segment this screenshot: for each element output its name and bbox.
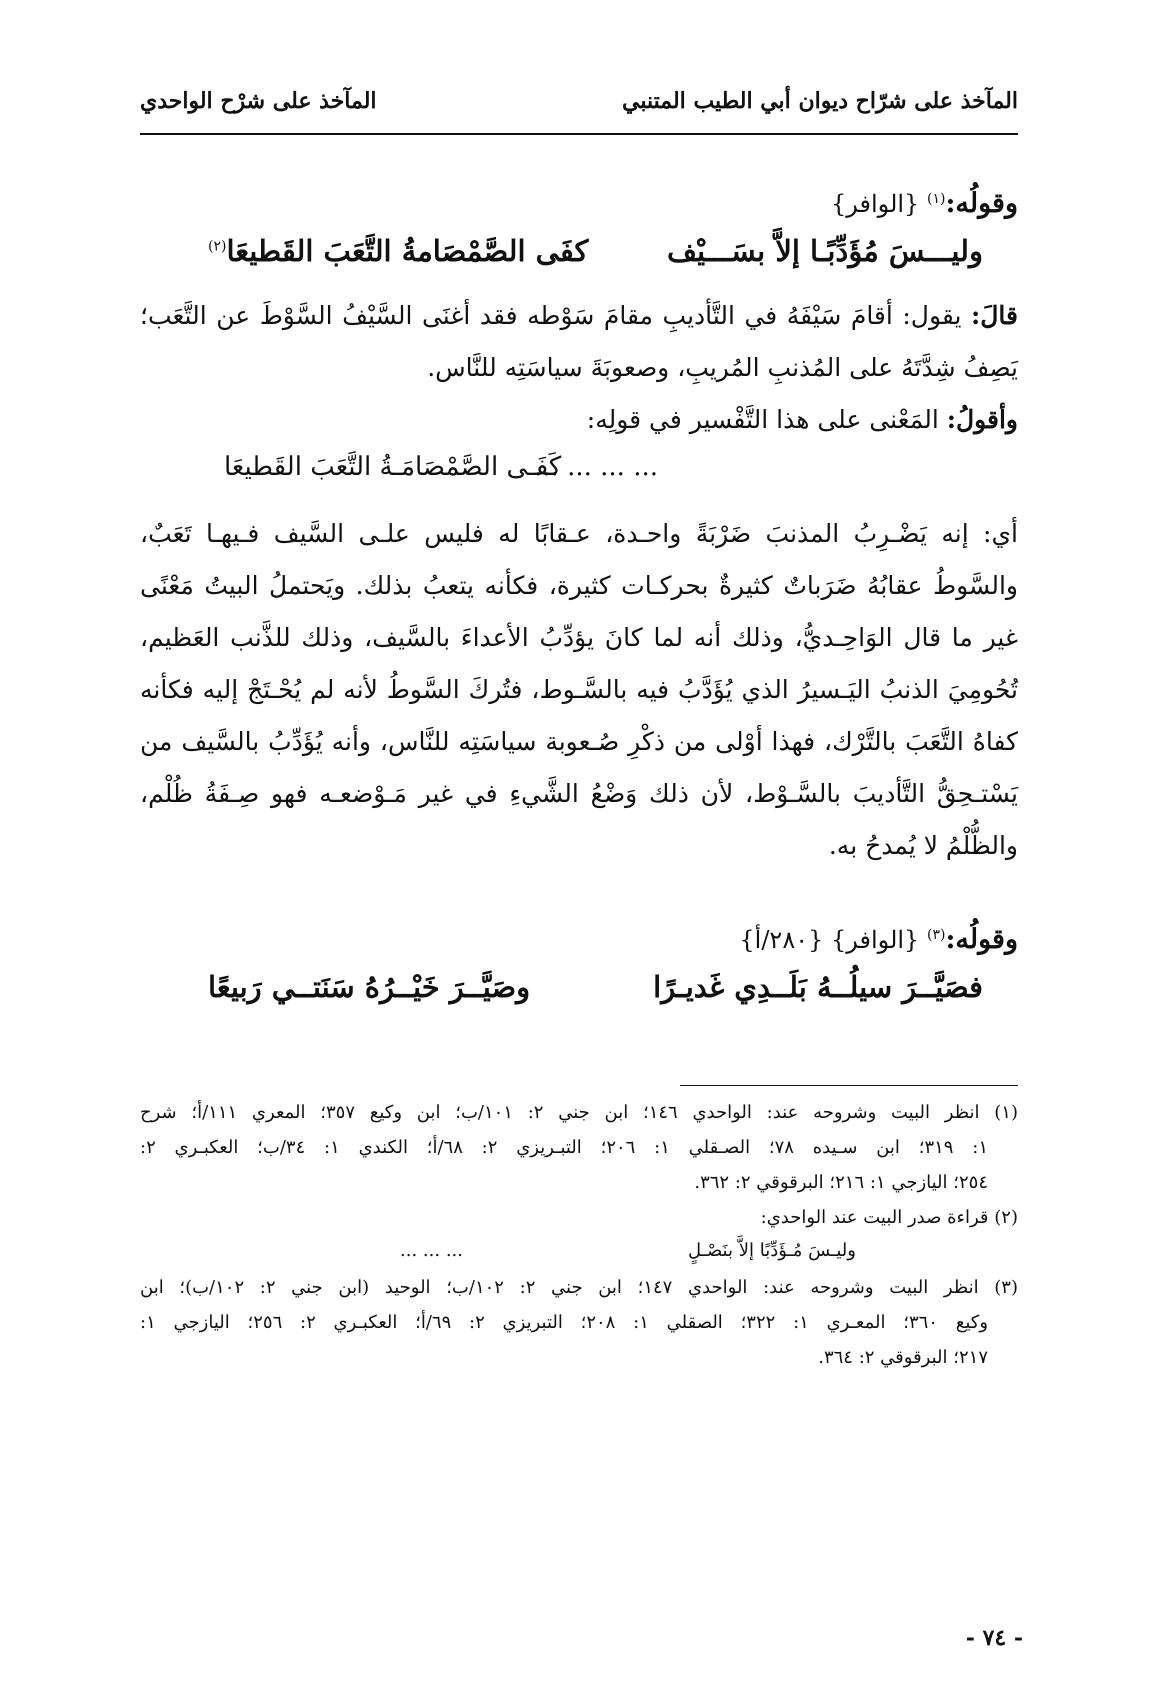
section-gap	[140, 872, 1018, 916]
footnote-ref: (٢)	[208, 238, 227, 255]
quoted-hemistich	[140, 446, 1018, 508]
intro-lead: وقولُه:	[945, 924, 1018, 955]
footnote-line: (٢) قراءة صدر البيت عند الواحدي:	[760, 1207, 1018, 1228]
verse-first-hemistich: وليـــسَ مُؤَدِّبًـا إلاَّ بسَـــيْف	[667, 234, 983, 268]
paragraph-lead: وأقولُ:	[946, 405, 1018, 434]
paragraph-line: والظُّلْمُ لا يُمدحُ به.	[828, 831, 1018, 860]
paragraph-line: يَصِفُ شِدَّتَهُ على المُذنبِ المُريبِ، وصعوبَةَ سياسَتِه للنَّاس.	[427, 353, 1018, 382]
footnote-verse-hemistich: وليـسَ مُـؤَدِّبًا إلاَّ بنَصْـلٍ	[688, 1240, 856, 1261]
footnote-verse-ellipsis: ... ... ...	[400, 1240, 463, 1261]
paragraph-text: يقول: أقامَ سَيْفَهُ في التَّأديبِ مقامَ سَوْطه فقد أغنَى السَّيْفُ السَّوْطَ عن التَّعَب؛	[140, 301, 962, 330]
paragraph-line: غير ما قال الوَاحِـديُّ، وذلك أنه لما كانَ يؤدِّبُ الأعداءَ بالسَّيف، وذلك للذَّنب العَظيم،	[140, 623, 1018, 652]
chapter-title: المآخذ على شرْح الواحدي	[140, 88, 377, 114]
entry2-verse	[140, 964, 1018, 1026]
footnotes	[140, 1095, 1018, 1375]
verse-second-text: كفَى الصَّمْصَامةُ التَّعَبَ القَطيعَا	[226, 234, 589, 268]
footnote-line: (١) انظر البيت وشروحه عند: الواحدي ١٤٦؛ ابن جني ٢: ١٠١/ب؛ ابن وكيع ٣٥٧؛ المعري ١١١/أ؛ شرح	[140, 1102, 1018, 1123]
meter-label: {الوافر}	[831, 926, 920, 954]
entry1-intro	[140, 180, 1018, 228]
verse-first-hemistich: فصَيَّــرَ سيلُــهُ بَلَــدِي غَديـرًا	[653, 970, 983, 1004]
paragraph-line: يَسْتـحِقُّ التَّأديبَ بالسَّـوْط، لأن ذلك وَضْعُ الشَّيءِ في غير مَـوْضعـه فهو صِـفَةُ ظُلْم،	[140, 779, 1018, 808]
footnote-line: وكيع ٣٦٠؛ المعـري ١: ٣٢٢؛ الصقلي ١: ٢٠٨؛ التبريزي ٢: ٦٩/أ؛ العكبـري ٢: ٢٥٦؛ اليازجي ١:	[140, 1312, 989, 1333]
book-title: المآخذ على شرّاح ديوان أبي الطيب المتنبي	[622, 88, 1018, 114]
footnote-ref: (٣)	[926, 927, 946, 943]
manuscript-ref: {٢٨٠/أ}	[739, 926, 824, 954]
paragraph-line: تُحُومِيَ الذنبُ اليَـسيرُ الذي يُؤَدَّبُ فيه بالسَّـوط، فتُركَ السَّوطُ لأنه لم يُحْـتَجْ إليه فكأنه	[140, 675, 1018, 704]
paragraph-line	[140, 394, 1018, 446]
entry1-verse	[140, 228, 1018, 290]
meter-label: {الوافر}	[831, 190, 920, 218]
paragraph-line: والسَّوطُ عقابُهُ ضَرَباتٌ كثيرةٌ بحركـات كثيرة، فكأنه يتعبُ بذلك. ويَحتملُ البيتُ مَعْنًى	[140, 571, 1018, 600]
paragraph-line: كفاهُ التَّعَبَ بالتَّرْك، فهذا أوْلى من ذكْرِ صُـعوبة سياسَتِه للنَّاس، وأنه يُؤَدِّبُ بالسَّيف من	[140, 727, 1018, 756]
footnote-verse	[140, 1235, 1018, 1270]
footnote-line: (٣) انظر البيت وشروحه عند: الواحدي ١٤٧؛ ابن جني ٢: ١٠٢/ب؛ الوحيد (ابن جني ٢: ١٠٢/ب)؛ ابن	[140, 1277, 1018, 1298]
header-rule	[140, 133, 1018, 135]
footnote-ref: (١)	[926, 191, 946, 207]
entry2-intro	[140, 916, 1018, 964]
page-number: - ٧٤ -	[965, 1625, 1023, 1651]
quoted-hemistich-text: كَفَـى الصَّمْصَامَـةُ التَّعَبَ القَطيعَا	[224, 452, 562, 482]
main-text	[140, 180, 1018, 1026]
footnote-line: ٢١٧؛ البرقوقي ٢: ٣٦٤.	[818, 1347, 988, 1368]
footnote-line: ١: ٣١٩؛ ابن سـيده ٧٨؛ الصـقلي ١: ٢٠٦؛ التبـريزي ٢: ٦٨/أ؛ الكندي ١: ٣٤/ب؛ العكبـري ٢:	[140, 1137, 988, 1158]
paragraph-line: أي: إنه يَضْـرِبُ المذنبَ ضَرْبَةً واحـدة، عـقابًا له فليس علـى السَّيف فـيهـا تَعَبٌ،	[140, 519, 1018, 548]
footnote-line: ٢٥٤؛ اليازجي ١: ٢١٦؛ البرقوقي ٢: ٣٦٢.	[694, 1172, 988, 1193]
running-header	[140, 88, 1018, 128]
ellipsis-hemistich: ... ... ... ...	[534, 452, 658, 482]
verse-second-hemistich: وصَيَّــرَ خَيْــرُهُ سَنَتــي رَبيعًا	[208, 970, 531, 1004]
paragraph-lead: قالَ:	[971, 301, 1018, 330]
paragraph-line	[140, 290, 1018, 342]
paragraph-text: المَعْنى على هذا التَّفْسير في قولِه:	[586, 405, 939, 434]
verse-second-hemistich	[208, 234, 588, 268]
footnote-rule	[680, 1085, 1018, 1086]
intro-lead: وقولُه:	[945, 188, 1018, 219]
